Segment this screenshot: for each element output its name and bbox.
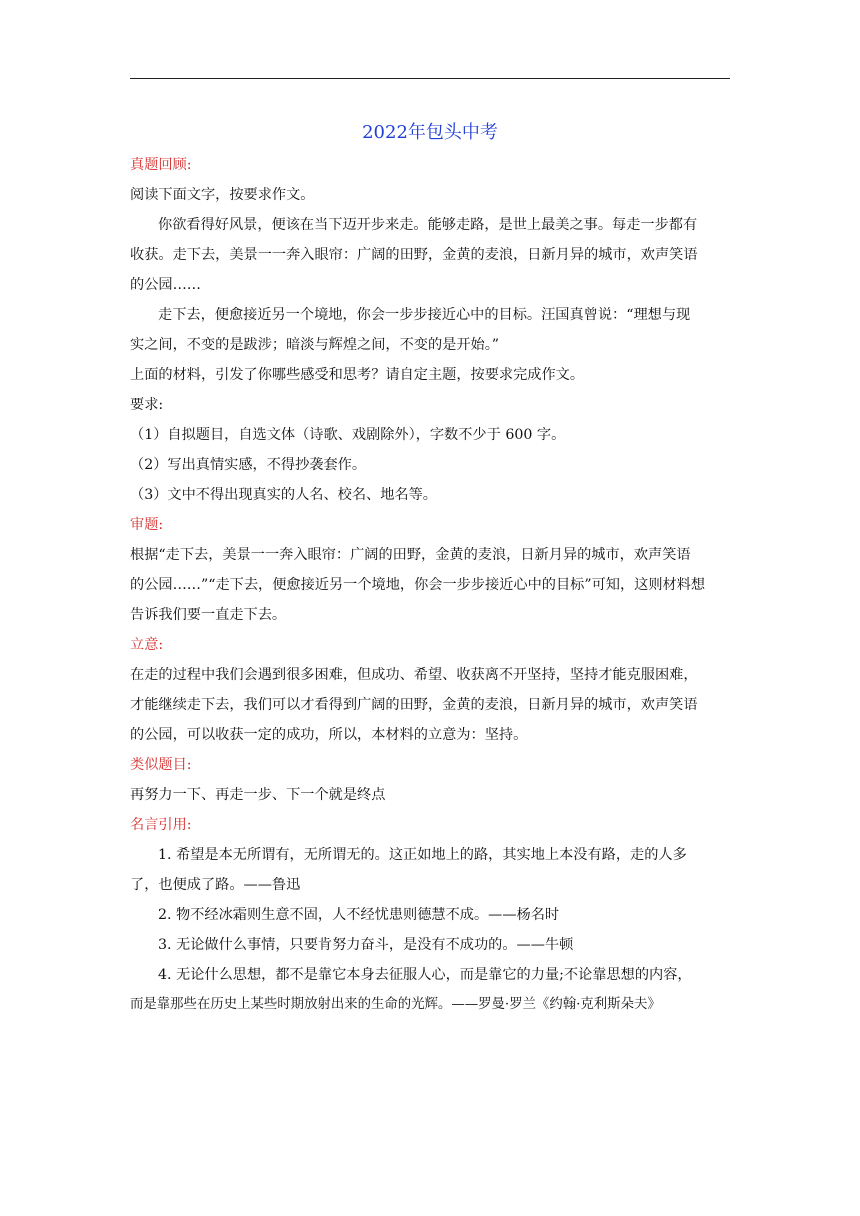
requirement-item: （1）自拟题目，自选文体（诗歌、戏剧除外），字数不少于 600 字。 [130,427,566,443]
quotes-heading: 名言引用: [130,817,192,833]
similar-heading: 类似题目: [130,757,192,773]
passage-line: 收获。走下去，美景一一奔入眼帘：广阔的田野，金黄的麦浪，日新月异的城市，欢声笑语 [130,247,698,263]
theme-line: 在走的过程中我们会遇到很多困难，但成功、希望、收获离不开坚持，坚持才能克服困难， [130,667,698,683]
page-title: 2022年包头中考 [362,122,498,143]
theme-line: 的公园，可以收获一定的成功，所以，本材料的立意为：坚持。 [130,727,528,743]
passage-line: 实之间，不变的是跋涉；暗淡与辉煌之间，不变的是开始。” [130,337,500,353]
requirement-item: （2）写出真情实感，不得抄袭套作。 [130,457,367,473]
analysis-line: 根据“走下去，美景一一奔入眼帘：广阔的田野，金黄的麦浪，日新月异的城市，欢声笑语 [130,547,691,563]
theme-heading: 立意: [130,637,164,653]
header-rule [130,78,730,79]
analysis-line: 的公园……”“走下去，便愈接近另一个境地，你会一步步接近心中的目标”可知，这则材料想 [130,577,706,593]
requirements-heading: 要求: [130,397,164,413]
requirement-item: （3）文中不得出现真实的人名、校名、地名等。 [130,487,437,503]
passage-line: 你欲看得好风景，便该在当下迈开步来走。能够走路，是世上最美之事。每走一步都有 [158,217,698,233]
quote-item: 2. 物不经冰霜则生意不固，人不经忧患则德慧不成。——杨名时 [158,907,560,923]
intro-line: 阅读下面文字，按要求作文。 [130,187,315,203]
review-heading: 真题回顾: [130,157,192,173]
quote-item: 了，也便成了路。——鲁迅 [130,877,301,893]
quote-item: 而是靠那些在历史上某些时期放射出来的生命的光辉。——罗曼·罗兰《约翰·克利斯朵夫》 [130,997,661,1012]
similar-titles: 再努力一下、再走一步、下一个就是终点 [130,787,386,803]
passage-line: 的公园…… [130,277,201,293]
document-body [130,150,730,1020]
quote-item: 4. 无论什么思想，都不是靠它本身去征服人心，而是靠它的力量;不论靠思想的内容， [158,967,692,983]
quote-item: 3. 无论做什么事情，只要肯努力奋斗，是没有不成功的。——牛顿 [158,937,574,953]
analysis-line: 告诉我们要一直走下去。 [130,607,287,623]
theme-line: 才能继续走下去，我们可以才看得到广阔的田野，金黄的麦浪，日新月异的城市，欢声笑语 [130,697,698,713]
quote-item: 1. 希望是本无所谓有，无所谓无的。这正如地上的路，其实地上本没有路，走的人多 [158,847,687,863]
passage-line: 走下去，便愈接近另一个境地，你会一步步接近心中的目标。汪国真曾说：“理想与现 [158,307,691,323]
analysis-heading: 审题: [130,517,164,533]
prompt-line: 上面的材料，引发了你哪些感受和思考？请自定主题，按要求完成作文。 [130,367,585,383]
